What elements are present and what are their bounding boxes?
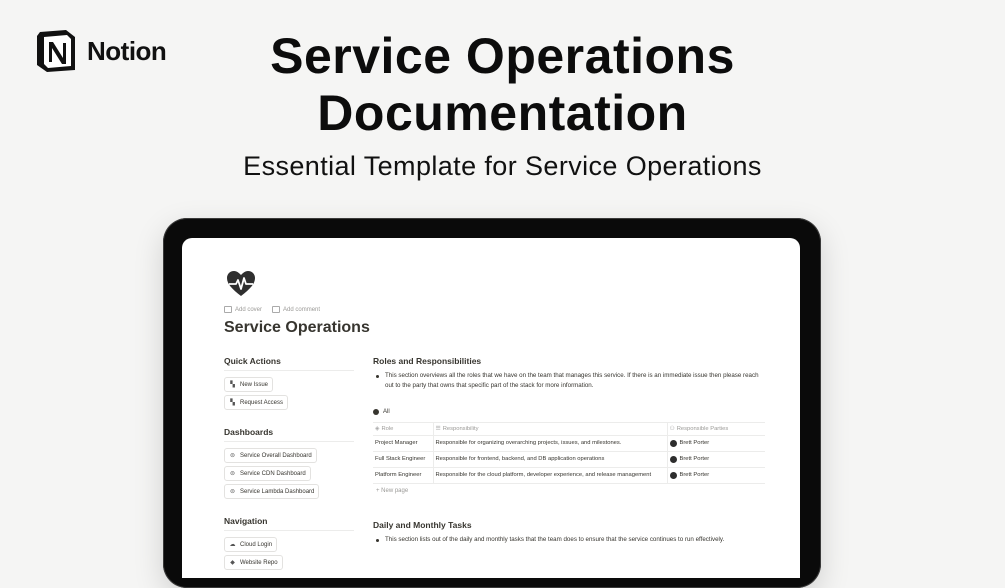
jira-icon: ▚ xyxy=(230,382,235,388)
cloud-login-label: Cloud Login xyxy=(240,541,273,548)
add-cover-button[interactable] xyxy=(224,306,262,313)
page-title[interactable]: Service Operations xyxy=(224,319,370,336)
table-row[interactable] xyxy=(373,452,765,468)
role-cell[interactable]: Project Manager xyxy=(373,436,433,452)
brand-name: Notion xyxy=(87,35,167,66)
view-tab-label: All xyxy=(383,409,390,415)
role-cell[interactable]: Platform Engineer xyxy=(373,468,433,484)
notion-page xyxy=(182,238,800,578)
git-icon: ◆ xyxy=(230,560,235,566)
hero-title xyxy=(0,28,1005,142)
tasks-description: This section lists out of the daily and monthly tasks that the team does to ensure that the service continues to run effectively. xyxy=(373,535,763,545)
responsibility-cell[interactable]: Responsible for organizing overarching projects, issues, and milestones. xyxy=(433,436,667,452)
request-access-button[interactable] xyxy=(224,395,288,410)
party-cell[interactable] xyxy=(667,436,765,452)
table-row[interactable] xyxy=(373,468,765,484)
view-tab-all[interactable] xyxy=(373,409,765,415)
avatar xyxy=(670,472,677,479)
party-cell[interactable] xyxy=(667,452,765,468)
dashboards-heading: Dashboards xyxy=(224,427,354,442)
person-chip xyxy=(670,439,764,448)
navigation-heading: Navigation xyxy=(224,516,354,531)
request-access-label: Request Access xyxy=(240,399,284,406)
column-header-responsibility[interactable] xyxy=(433,423,667,436)
image-icon xyxy=(224,306,232,313)
dashboard-icon: ⊜ xyxy=(229,453,236,459)
page-meta-actions xyxy=(224,306,320,313)
hero-title-line-2: Documentation xyxy=(317,85,688,141)
quick-actions-heading: Quick Actions xyxy=(224,356,354,371)
new-page-label: New page xyxy=(381,488,409,494)
new-issue-label: New Issue xyxy=(240,381,269,388)
roles-description: This section overviews all the roles that we have on the team that manages this service. If there is an immediate issue then please reach out to the party that owns that specific part of the stack for more information. xyxy=(373,371,763,391)
plus-icon: + xyxy=(376,488,382,494)
cloud-icon: ☁ xyxy=(229,542,236,548)
service-cdn-dashboard-button[interactable] xyxy=(224,466,311,481)
party-cell[interactable] xyxy=(667,468,765,484)
column-header-role[interactable] xyxy=(373,423,433,436)
service-overall-dashboard-label: Service Overall Dashboard xyxy=(240,452,312,459)
website-repo-button[interactable] xyxy=(224,555,283,570)
people-icon: ⚇ xyxy=(669,426,675,432)
person-chip xyxy=(670,455,764,464)
avatar xyxy=(670,440,677,447)
website-repo-label: Website Repo xyxy=(240,559,278,566)
tag-icon: ◈ xyxy=(375,426,380,432)
service-cdn-dashboard-label: Service CDN Dashboard xyxy=(240,470,306,477)
add-comment-label: Add comment xyxy=(283,306,321,313)
right-column xyxy=(373,356,765,545)
avatar xyxy=(670,456,677,463)
tasks-heading: Daily and Monthly Tasks xyxy=(373,520,472,530)
person-name: Brett Porter xyxy=(679,472,710,478)
roles-table xyxy=(373,422,765,484)
left-column xyxy=(224,356,354,573)
column-label: Responsible Parties xyxy=(676,426,729,432)
heart-pulse-icon[interactable] xyxy=(226,270,256,298)
add-comment-button[interactable] xyxy=(272,306,320,313)
new-page-button[interactable] xyxy=(373,488,765,494)
roles-heading: Roles and Responsibilities xyxy=(373,356,482,366)
role-cell[interactable]: Full Stack Engineer xyxy=(373,452,433,468)
column-label: Responsibility xyxy=(442,426,479,432)
table-row[interactable] xyxy=(373,436,765,452)
text-icon: ☰ xyxy=(435,426,441,432)
column-label: Role xyxy=(381,426,394,432)
hero-subtitle: Essential Template for Service Operations xyxy=(243,151,762,181)
comment-icon xyxy=(272,306,280,313)
dashboard-icon: ⊜ xyxy=(229,471,236,477)
cloud-login-button[interactable] xyxy=(224,537,277,552)
view-dot-icon xyxy=(373,409,379,415)
column-header-parties[interactable] xyxy=(667,423,765,436)
service-lambda-dashboard-button[interactable] xyxy=(224,484,319,499)
tasks-section xyxy=(373,520,765,545)
new-issue-button[interactable] xyxy=(224,377,273,392)
responsibility-cell[interactable]: Responsible for frontend, backend, and DB application operations xyxy=(433,452,667,468)
responsibility-cell[interactable]: Responsible for the cloud platform, developer experience, and release management xyxy=(433,468,667,484)
hero-title-line-1: Service Operations xyxy=(270,28,735,84)
dashboard-icon: ⊜ xyxy=(229,489,236,495)
service-overall-dashboard-button[interactable] xyxy=(224,448,317,463)
service-lambda-dashboard-label: Service Lambda Dashboard xyxy=(240,488,315,495)
add-cover-label: Add cover xyxy=(235,306,263,313)
person-name: Brett Porter xyxy=(679,456,710,462)
person-chip xyxy=(670,471,764,480)
table-header-row xyxy=(373,423,765,436)
jira-icon: ▚ xyxy=(230,400,235,406)
person-name: Brett Porter xyxy=(679,440,710,446)
